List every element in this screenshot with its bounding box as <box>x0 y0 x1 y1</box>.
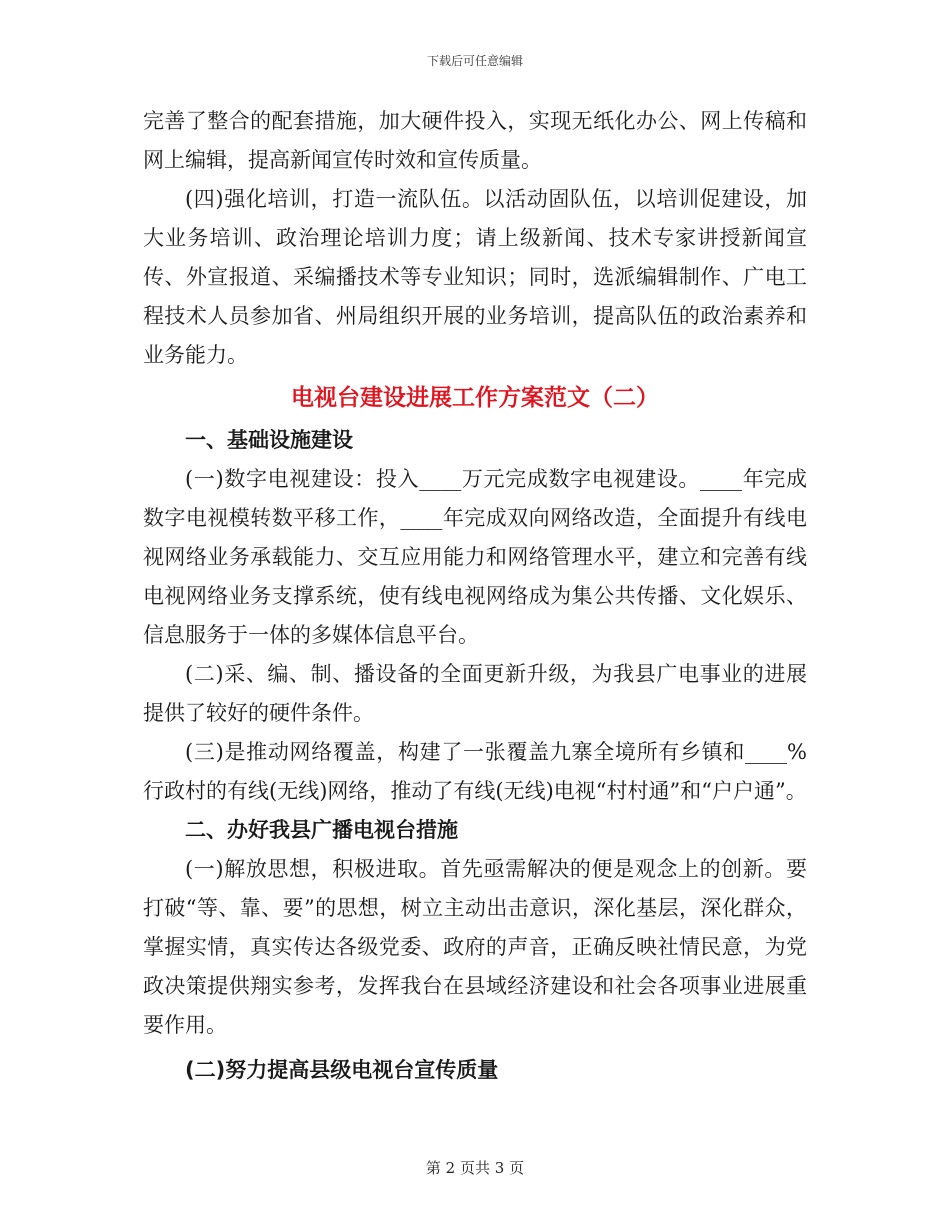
paragraph-continued: 完善了整合的配套措施，加大硬件投入，实现无纸化办公、网上传稿和网上编辑，提高新闻宣传时效和宣传质量。 <box>143 109 807 172</box>
paragraph-mindset: (一)解放思想，积极进取。首先亟需解决的便是观念上的创新。要打破“等、靠、要”的思想，树立主动出击意识，深化基层，深化群众，掌握实情，真实传达各级党委、政府的声音，正确反映社情民意，为党政决策提供翔实参考，发挥我台在县域经济建设和社会各项事业进展重要作用。 <box>143 857 807 1037</box>
document-body <box>143 102 807 1090</box>
page-footer: 第 2 页共 3 页 <box>425 1159 525 1177</box>
paragraph-equipment: (二)采、编、制、播设备的全面更新升级，为我县广电事业的进展提供了较好的硬件条件。 <box>143 662 807 725</box>
paragraph-digital-tv: (一)数字电视建设：投入____万元完成数字电视建设。____年完成数字电视模转数平移工作，____年完成双向网络改造，全面提升有线电视网络业务承载能力、交互应用能力和网络管理水平，建立和完善有线电视网络业务支撑系统，使有线电视网络成为集公共传播、文化娱乐、信息服务于一体的多媒体信息平台。 <box>143 467 807 647</box>
section-title: 电视台建设进展工作方案范文（二） <box>291 385 659 411</box>
paragraph-training: (四)强化培训，打造一流队伍。以活动固队伍，以培训促建设，加大业务培训、政治理论培训力度；请上级新闻、技术专家讲授新闻宣传、外宣报道、采编播技术等专业知识；同时，选派编辑制作、广电工程技术人员参加省、州局组织开展的业务培训，提高队伍的政治素养和业务能力。 <box>143 187 807 367</box>
paragraph-network: (三)是推动网络覆盖，构建了一张覆盖九寨全境所有乡镇和____%行政村的有线(无线)网络，推动了有线(无线)电视“村村通”和“户户通”。 <box>143 740 807 803</box>
heading-infrastructure: 一、基础设施建设 <box>185 428 353 452</box>
heading-quality: (二)努力提高县级电视台宣传质量 <box>185 1058 499 1082</box>
heading-measures: 二、办好我县广播电视台措施 <box>185 818 458 842</box>
page-header: 下载后可任意编辑 <box>426 54 523 68</box>
